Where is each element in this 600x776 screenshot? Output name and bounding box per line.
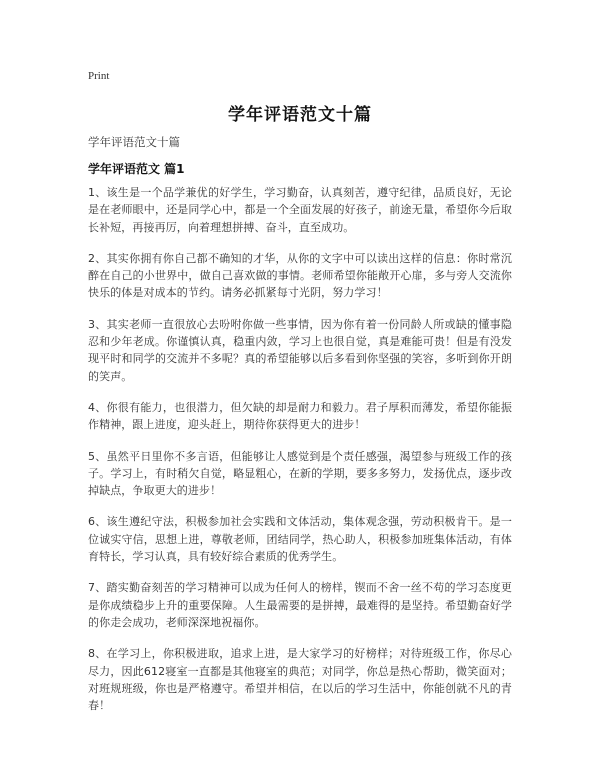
print-label: Print <box>88 70 110 82</box>
document-subtitle: 学年评语范文十篇 <box>88 135 180 149</box>
paragraph-4: 4、你很有能力，也很潜力，但欠缺的却是耐力和毅力。君子厚积而薄发，希望你能振作精神，跟上进度，迎头赶上，期待你获得更大的进步！ <box>88 400 512 432</box>
paragraph-1: 1、该生是一个品学兼优的好学生，学习勤奋，认真刻苦，遵守纪律，品质良好，无论是在老师眼中，还是同学心中，都是一个全面发展的好孩子，前途无量，希望你今后取长补短，再接再厉，向着理想拼搏、奋斗，直至成功。 <box>88 186 512 234</box>
paragraph-8: 8、在学习上，你积极进取，追求上进，是大家学习的好榜样；对待班级工作，你尽心尽力，因此612寝室一直都是其他寝室的典范；对同学，你总是热心帮助，微笑面对；对班规班级，你也是严格遵守。希望并相信，在以后的学习生活中，你能创就不凡的青春！ <box>88 647 512 713</box>
paragraph-5: 5、虽然平日里你不多言语，但能够让人感觉到是个责任感强，渴望参与班级工作的孩子。学习上，有时稍欠自觉，略显粗心，在新的学期，要多多努力，发扬优点，逐步改掉缺点，争取更大的进步！ <box>88 449 512 498</box>
paragraph-2: 2、其实你拥有你自己都不确知的才华，从你的文字中可以读出这样的信息：你时常沉醉在自己的小世界中，做自己喜欢做的事情。老师希望你能敞开心扉，多与旁人交流你快乐的体是对成本的节约。请务必抓紧每寸光阴，努力学习！ <box>88 251 512 300</box>
paragraph-6: 6、该生遵纪守法，积极参加社会实践和文体活动，集体观念强，劳动积极肯干。是一位诚实守信，思想上进，尊敬老师，团结同学，热心助人，积极参加班集体活动，有体育特长，学习认真，具有较好综合素质的优秀学生。 <box>88 515 512 564</box>
page-title: 学年评语范文十篇 <box>228 105 372 125</box>
paragraph-7: 7、踏实勤奋刻苦的学习精神可以成为任何人的榜样，锲而不舍一丝不苟的学习态度更是你成绩稳步上升的重要保障。人生最需要的是拼搏，最难得的是坚持。希望勤奋好学的你走会成功，老师深深地祝福你。 <box>88 581 512 629</box>
paragraph-3: 3、其实老师一直很放心去吩咐你做一些事情，因为你有着一份同龄人所或缺的懂事隐忍和少年老成。你谨慎认真，稳重内敛，学习上也很自觉，真是难能可贵！但是有没发现平时和同学的交流并不多呢？真的希望能够以后多看到你坚强的笑容，多听到你开朗的笑声。 <box>88 317 512 383</box>
document-body <box>88 184 512 728</box>
section-heading: 学年评语范文 篇1 <box>88 162 185 176</box>
